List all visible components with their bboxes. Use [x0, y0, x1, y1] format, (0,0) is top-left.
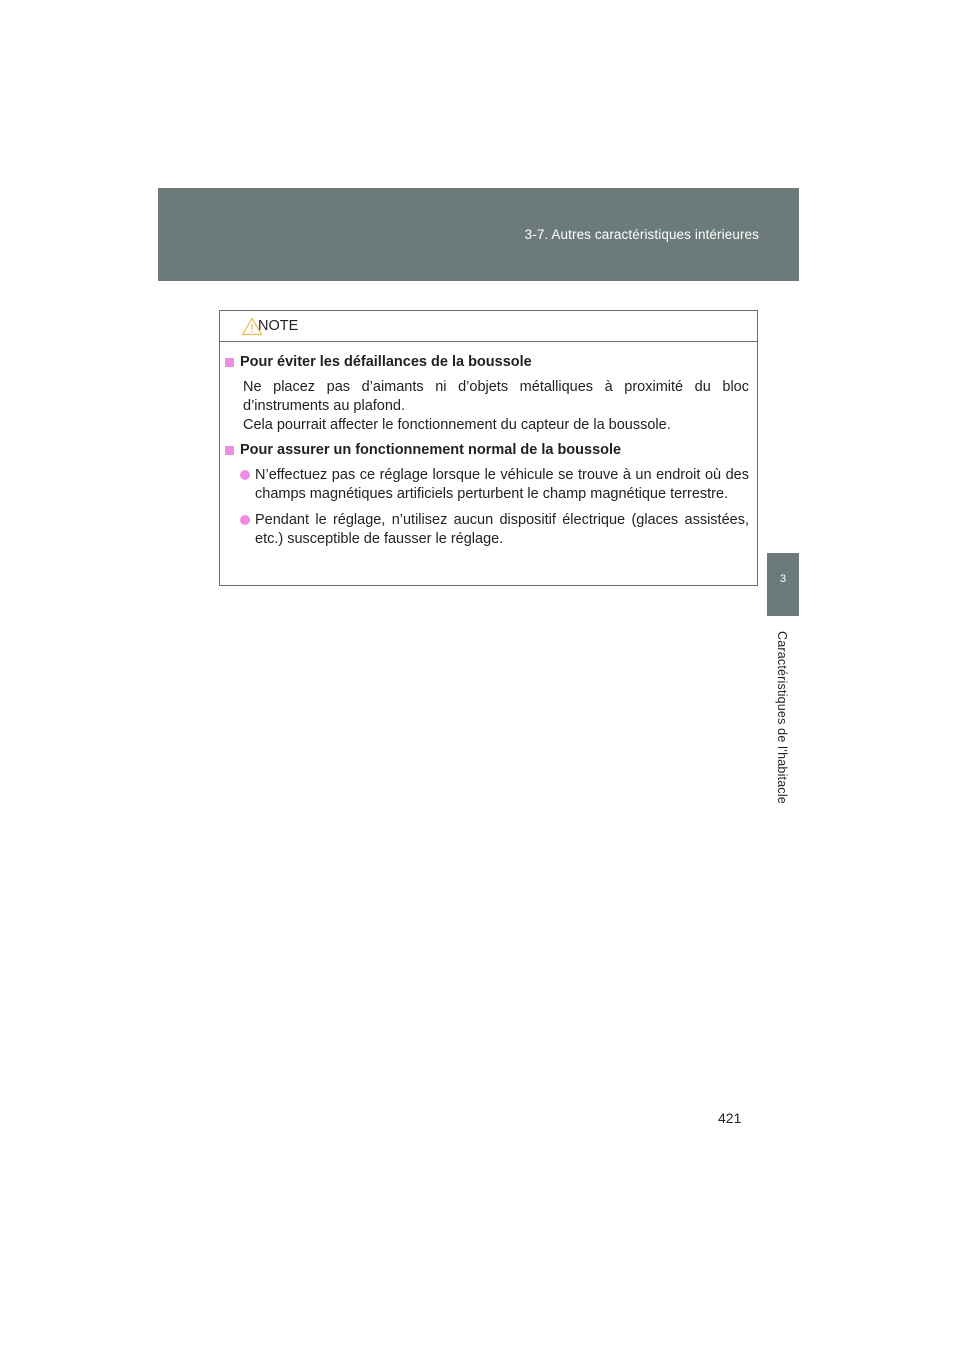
circle-bullet-icon: [240, 515, 250, 525]
section-paragraph: Ne placez pas d’aimants ni d’objets métalliques à proximité du bloc d’instruments au plafond. Cela pourrait affecter le fonctionnement du capteur de la boussole.: [243, 379, 749, 433]
circle-bullet-icon: [240, 470, 250, 480]
section-heading: Pour assurer un fonctionnement normal de la boussole: [224, 441, 749, 460]
chapter-number: 3: [779, 573, 787, 585]
list-item: Pendant le réglage, n’utilisez aucun dispositif électrique (glaces assistées, etc.) susceptible de fausser le réglage.: [224, 511, 749, 549]
header-band: [158, 188, 799, 281]
list-item: N’effectuez pas ce réglage lorsque le véhicule se trouve à un endroit où des champs magnétiques artificiels perturbent le champ magnétique terrestre.: [224, 466, 749, 504]
chapter-label: Caractéristiques de l’habitacle: [775, 631, 789, 804]
section-title: 3-7. Autres caractéristiques intérieures: [524, 227, 759, 242]
note-title: NOTE: [258, 318, 299, 334]
note-box: [219, 310, 758, 586]
page-number: 421: [718, 1110, 742, 1126]
note-header: [220, 311, 757, 342]
chapter-tab: [767, 553, 799, 616]
square-bullet-icon: [225, 358, 234, 367]
square-bullet-icon: [225, 446, 234, 455]
note-body: [220, 342, 757, 549]
section-heading: Pour éviter les défaillances de la boussole: [224, 353, 749, 372]
